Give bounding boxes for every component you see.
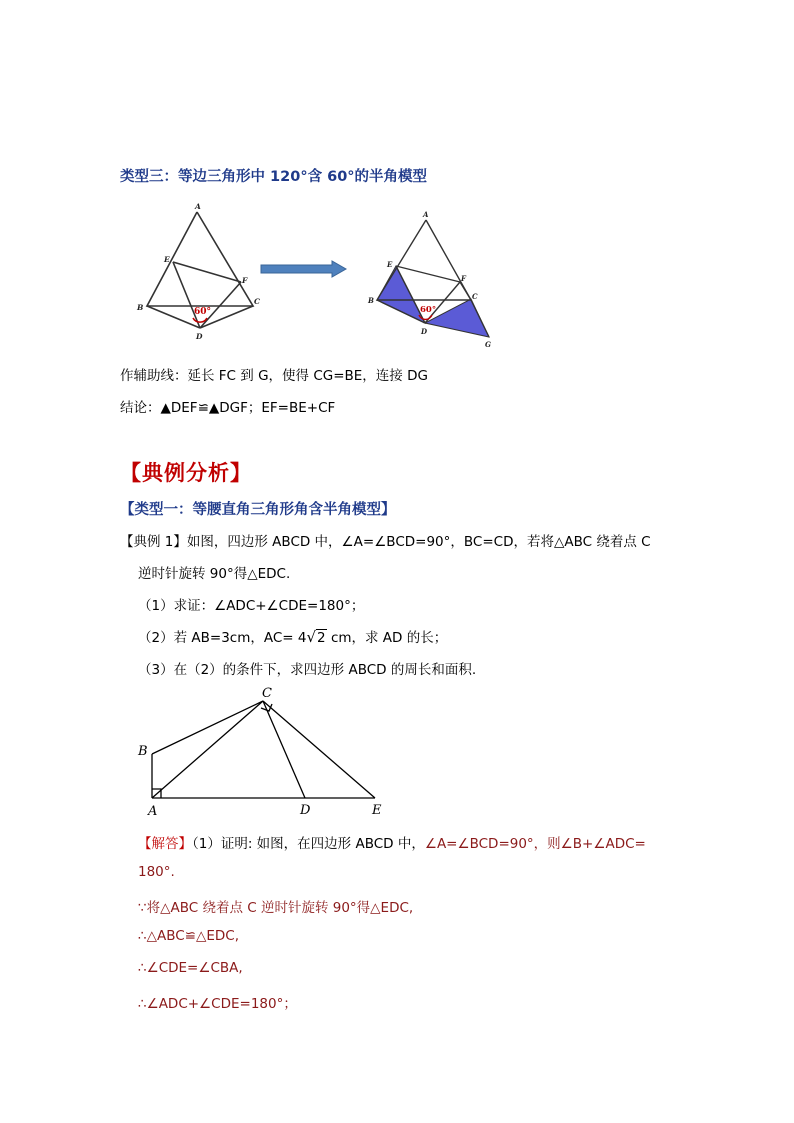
fig2-angle-60: 60°	[420, 305, 437, 315]
question-1: （1）求证：∠ADC+∠CDE=180°；	[138, 598, 365, 614]
answer-line2: 180°.	[138, 864, 175, 880]
fig1-label-c: C	[254, 297, 260, 306]
question-2-pre: （2）若 AB=3cm，AC=	[138, 630, 294, 646]
fig1-label-b: B	[137, 303, 144, 312]
fig1-label-e: E	[164, 255, 170, 264]
fig1-angle-60: 60°	[194, 307, 212, 317]
fig1-label-d: D	[196, 332, 203, 341]
example1-stem1: 如图，四边形 ABCD 中，∠A=∠BCD=90°，BC=CD，若将△ABC 绕着点 C	[186, 534, 651, 550]
type1-heading: 【类型一：等腰直角三角形角含半角模型】	[120, 502, 396, 518]
fig2-label-a: A	[423, 210, 429, 219]
fig2-label-g: G	[485, 340, 491, 349]
fig3-label-e: E	[372, 803, 382, 818]
fig2-label-f: F	[461, 274, 466, 283]
transform-arrow	[260, 260, 348, 278]
example1-tag: 【典例 1】	[120, 534, 187, 550]
question-2-post: cm，求 AD 的长；	[330, 630, 448, 646]
section-title: 【典例分析】	[120, 460, 252, 485]
answer-line1-black: （1）证明: 如图，在四边形 ABCD 中，	[192, 836, 425, 852]
question-3: （3）在（2）的条件下，求四边形 ABCD 的周长和面积.	[138, 662, 477, 678]
q2-radicand: 2	[317, 630, 326, 646]
fig2-label-d: D	[421, 327, 428, 336]
type3-heading: 类型三：等边三角形中 120°含 60°的半角模型	[120, 169, 428, 185]
fig3-label-b: B	[138, 744, 148, 759]
fig1-label-a: A	[195, 202, 201, 211]
conclusion-text: 结论：▲DEF≌▲DGF；EF=BE+CF	[120, 400, 336, 416]
figure-quadrilateral	[130, 682, 390, 822]
question-2	[138, 626, 447, 646]
answer-line1-red: ∠A=∠BCD=90°，则∠B+∠ADC=	[424, 836, 646, 852]
answer-line3: ∵将△ABC 绕着点 C 逆时针旋转 90°得△EDC,	[138, 900, 414, 916]
figure-equilateral-left	[135, 200, 260, 341]
fig2-label-b: B	[368, 296, 374, 305]
fig2-label-e: E	[387, 260, 393, 269]
fig1-label-f: F	[242, 276, 248, 285]
answer-line1	[138, 832, 646, 852]
fig2-label-c: C	[472, 292, 478, 301]
figure-equilateral-right	[365, 205, 505, 350]
q2-coefficient: 4	[297, 630, 307, 646]
answer-tag: 【解答】	[138, 836, 192, 852]
fig3-label-a: A	[148, 804, 158, 819]
fig3-label-c: C	[262, 686, 272, 701]
answer-line6: ∴∠ADC+∠CDE=180°；	[138, 996, 297, 1012]
answer-line4: ∴△ABC≌△EDC,	[138, 928, 239, 944]
example1-stem2: 逆时针旋转 90°得△EDC.	[138, 566, 291, 582]
answer-line5: ∴∠CDE=∠CBA,	[138, 960, 243, 976]
example1-line1	[120, 530, 651, 550]
sqrt-symbol: √	[306, 628, 317, 646]
aux-line-text: 作辅助线：延长 FC 到 G，使得 CG=BE，连接 DG	[120, 368, 428, 384]
fig3-label-d: D	[300, 803, 311, 818]
